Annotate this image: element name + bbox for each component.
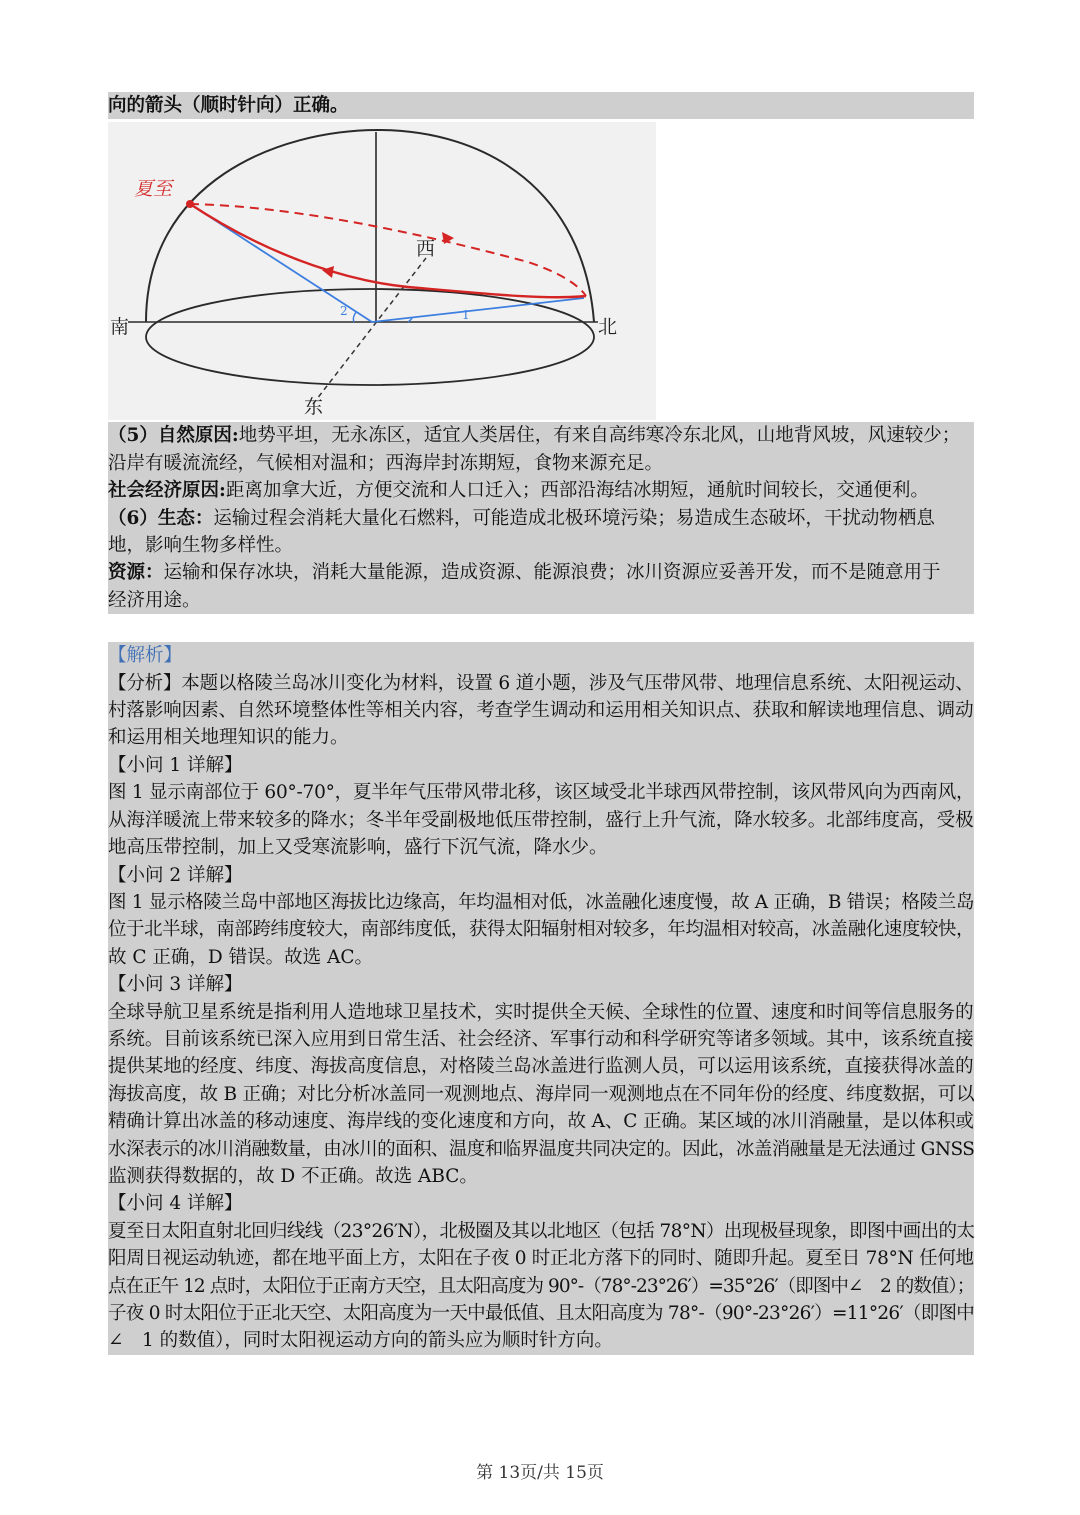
sun-path-solid: [190, 204, 586, 297]
subquestion-heading-2: 【小问 2 详解】: [108, 862, 974, 889]
analysis-body: [108, 670, 974, 1355]
label-east: 东: [304, 396, 324, 419]
analysis-line: 子夜 0 时太阳位于正北天空、太阳高度为一天中最低值、且太阳高度为 78°-（90°-23°26′）=11°26′（即图中: [108, 1300, 974, 1327]
analysis-line: 点在正午 12 点时，太阳位于正南方天空，且太阳高度为 90°-（78°-23°26′）=35°26′（即图中∠ 2 的数值）；: [108, 1273, 974, 1300]
subquestion-heading-4: 【小问 4 详解】: [108, 1190, 974, 1217]
content-column: [108, 92, 974, 1355]
analysis-line: 图 1 显示南部位于 60°-70°，夏半年气压带风带北移，该区域受北半球西风带控制，该风带风向为西南风，: [108, 779, 974, 806]
answer-q5-line1: [108, 422, 974, 449]
analysis-line: 夏至日太阳直射北回归线线（23°26′N），北极圈及其以北地区（包括 78°N）出现极昼现象，即图中画出的太: [108, 1218, 974, 1245]
answer-block: [108, 422, 974, 614]
analysis-line: 水深表示的冰川消融数量，由冰川的面积、温度和临界温度共同决定的。因此，冰盖消融量是无法通过 GNSS: [108, 1136, 974, 1163]
subquestion-heading-1: 【小问 1 详解】: [108, 752, 974, 779]
angle-arc-2: [353, 312, 356, 322]
page-footer: 第 13页/共 15页: [476, 1463, 604, 1483]
intro-line: 向的箭头（顺时针向）正确。: [108, 92, 974, 119]
horizon-ellipse: [146, 289, 594, 385]
q6-ecology-lead: （6）生态：: [108, 507, 214, 529]
analysis-line: 图 1 显示格陵兰岛中部地区海拔比边缘高，年均温相对低，冰盖融化速度慢，故 A 正确，B 错误；格陵兰岛: [108, 889, 974, 916]
label-north: 北: [598, 316, 618, 339]
analysis-line: 提供某地的经度、纬度、海拔高度信息，对格陵兰岛冰盖进行监测人员，可以运用该系统，直接获得冰盖的: [108, 1053, 974, 1080]
q5-social-text: 距离加拿大近，方便交流和人口迁入；西部沿海结冰期短，通航时间较长，交通便利。: [225, 480, 929, 502]
analysis-line: ∠ 1 的数值），同时太阳视运动方向的箭头应为顺时针方向。: [108, 1327, 974, 1354]
answer-q6-line3: [108, 559, 974, 586]
label-south: 南: [110, 316, 130, 339]
analysis-line: 阳周日视运动轨迹，都在地平面上方，太阳在子夜 0 时正北方落下的同时、随即升起。夏至日 78°N 任何地: [108, 1245, 974, 1272]
answer-q6-line1: [108, 505, 974, 532]
section-gap: [108, 614, 974, 642]
analysis-line: 故 C 正确，D 错误。故选 AC。: [108, 944, 974, 971]
sphere-diagram: [108, 122, 656, 420]
q5-natural-text: 地势平坦，无永冻区，适宜人类居住，有来自高纬寒冷东北风，山地背风坡，风速较少；: [238, 425, 961, 447]
analysis-line: 监测获得数据的，故 D 不正确。故选 ABC。: [108, 1163, 974, 1190]
angle-label-2: 2: [340, 304, 348, 319]
analysis-heading: 【解析】: [108, 642, 974, 669]
answer-q6-line4: 经济用途。: [108, 587, 974, 614]
analysis-line: 精确计算出冰盖的移动速度、海岸线的变化速度和方向，故 A、C 正确。某区域的冰川消融量，是以体积或: [108, 1108, 974, 1135]
sun-path-dashed: [190, 204, 586, 296]
analysis-line: 【分析】本题以格陵兰岛冰川变化为材料，设置 6 道小题，涉及气压带风带、地理信息系统、太阳视运动、: [108, 670, 974, 697]
q6-resource-lead: 资源：: [108, 562, 164, 584]
analysis-line: 全球导航卫星系统是指利用人造地球卫星技术，实时提供全天候、全球性的位置、速度和时间等信息服务的: [108, 999, 974, 1026]
angle-label-1: 1: [462, 308, 470, 323]
analysis-line: 和运用相关地理知识的能力。: [108, 724, 974, 751]
analysis-line: 海拔高度，故 B 正确；对比分析冰盖同一观测地点、海岸同一观测地点在不同年份的经度、纬度数据，可以: [108, 1081, 974, 1108]
label-summer-solstice: 夏至: [134, 178, 173, 201]
analysis-line: 地高压带控制，加上又受寒流影响，盛行下沉气流，降水少。: [108, 834, 974, 861]
analysis-line: 系统。目前该系统已深入应用到日常生活、社会经济、军事行动和科学研究等诸多领域。其中，该系统直接: [108, 1026, 974, 1053]
q5-social-lead: 社会经济原因:: [108, 480, 226, 502]
q5-natural-lead: （5）自然原因:: [108, 425, 239, 447]
analysis-line: 位于北半球，南部跨纬度较大，南部纬度低，获得太阳辐射相对较多，年均温相对较高，冰盖融化速度较快，: [108, 916, 974, 943]
analysis-line: 村落影响因素、自然环境整体性等相关内容，考查学生调动和运用相关知识点、获取和解读地理信息、调动: [108, 697, 974, 724]
answer-q5-line2: 沿岸有暖流流经，气候相对温和；西海岸封冻期短，食物来源充足。: [108, 450, 974, 477]
analysis-line: 从海洋暖流上带来较多的降水；冬半年受副极地低压带控制，盛行上升气流，降水较多。北部纬度高，受极: [108, 807, 974, 834]
altitude-line-1: [372, 298, 584, 322]
answer-q6-line2: 地，影响生物多样性。: [108, 532, 974, 559]
label-west: 西: [416, 238, 436, 261]
summer-solstice-sun: [186, 200, 194, 208]
celestial-sphere-figure: [108, 122, 656, 420]
q6-resource-text: 运输和保存冰块，消耗大量能源，造成资源、能源浪费；冰川资源应妥善开发，而不是随意用于: [163, 562, 941, 584]
subquestion-heading-3: 【小问 3 详解】: [108, 971, 974, 998]
answer-q5-line3: [108, 477, 974, 504]
q6-ecology-text: 运输过程会消耗大量化石燃料，可能造成北极环境污染；易造成生态破坏，干扰动物栖息: [213, 507, 935, 529]
